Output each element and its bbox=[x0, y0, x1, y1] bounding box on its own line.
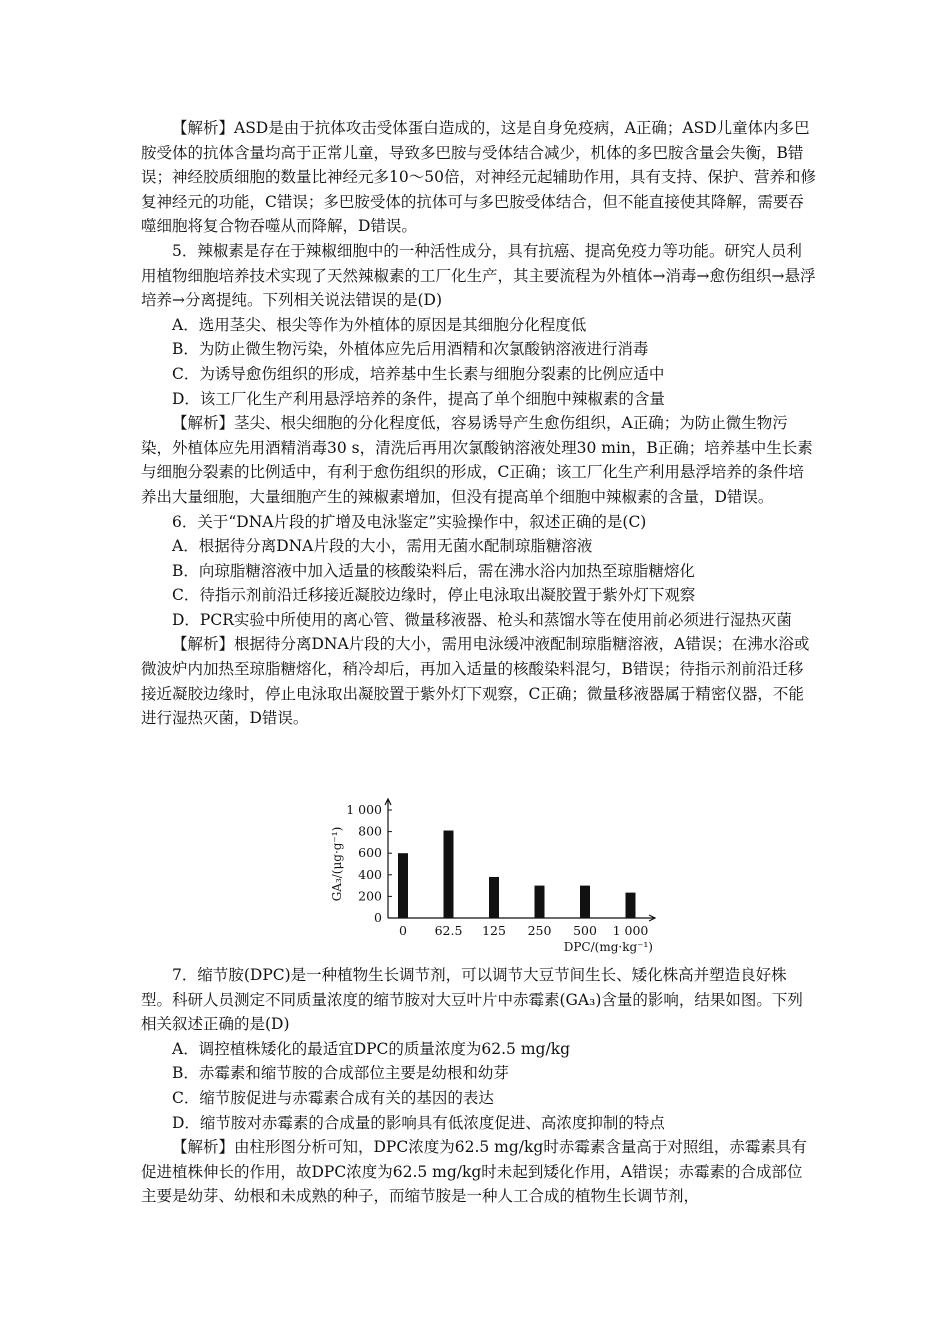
paragraph: 5．辣椒素是存在于辣椒细胞中的一种活性成分，具有抗癌、提高免疫力等功能。研究人员利用植物细胞培养技术实现了天然辣椒素的工厂化生产，其主要流程为外植体→消毒→愈伤组织→悬浮培养→分离提纯。下列相关说法错误的是(D) bbox=[141, 241, 816, 310]
text-block-lower bbox=[141, 963, 816, 1209]
x-tick-label: 125 bbox=[482, 923, 506, 938]
answer-option: D．该工厂化生产利用悬浮培养的条件，提高了单个细胞中辣椒素的含量 bbox=[172, 389, 665, 408]
answer-option: B．为防止微生物污染，外植体应先后用酒精和次氯酸钠溶液进行消毒 bbox=[172, 340, 649, 359]
ga3-bar-chart bbox=[325, 796, 665, 956]
x-tick-label: 1 000 bbox=[612, 923, 649, 938]
answer-option: D．缩节胺对赤霉素的合成量的影响具有低浓度促进、高浓度抑制的特点 bbox=[172, 1113, 665, 1132]
text-block-upper bbox=[141, 116, 816, 731]
x-tick-label: 250 bbox=[527, 923, 552, 938]
answer-option: C．为诱导愈伤组织的形成，培养基中生长素与细胞分裂素的比例应适中 bbox=[172, 364, 665, 383]
answer-option: B．赤霉素和缩节胺的合成部位主要是幼根和幼芽 bbox=[172, 1064, 509, 1083]
paragraph: 【解析】由柱形图分析可知，DPC浓度为62.5 mg/kg时赤霉素含量高于对照组，赤霉素具有促进植株伸长的作用，故DPC浓度为62.5 mg/kg时未起到矮化作用，A错误；赤霉素的合成部位主要是幼芽、幼根和未成熟的种子，而缩节胺是一种人工合成的植物生长调节剂， bbox=[141, 1138, 807, 1206]
paragraph: 7．缩节胺(DPC)是一种植物生长调节剂，可以调节大豆节间生长、矮化株高并塑造良好株型。科研人员测定不同质量浓度的缩节胺对大豆叶片中赤霉素(GA₃)含量的影响，结果如图。下列相关叙述正确的是(D) bbox=[141, 966, 803, 1034]
answer-option: A．选用茎尖、根尖等作为外植体的原因是其细胞分化程度低 bbox=[172, 315, 587, 334]
bar bbox=[444, 831, 454, 918]
answer-option: C．缩节胺促进与赤霉素合成有关的基因的表达 bbox=[172, 1088, 494, 1107]
paragraph: 【解析】ASD是由于抗体攻击受体蛋白造成的，这是自身免疫病，A正确；ASD儿童体内多巴胺受体的抗体含量均高于正常儿童，导致多巴胺与受体结合减少，机体的多巴胺含量会失衡，B错误；神经胶质细胞的数量比神经元多10～50倍，对神经元起辅助作用，具有支持、保护、营养和修复神经元的功能，C错误；多巴胺受体的抗体可与多巴胺受体结合，但不能直接使其降解，需要吞噬细胞将复合物吞噬从而降解，D错误。 bbox=[141, 119, 816, 236]
bar bbox=[580, 886, 590, 918]
x-tick-label: 62.5 bbox=[434, 923, 463, 938]
x-axis-title: DPC/(mg·kg⁻¹) bbox=[563, 940, 653, 954]
answer-option: D．PCR实验中所使用的离心管、微量移液器、枪头和蒸馏水等在使用前必须进行湿热灭菌 bbox=[172, 610, 792, 629]
paragraph: 【解析】根据待分离DNA片段的大小，需用电泳缓冲液配制琼脂糖溶液，A错误；在沸水浴或微波炉内加热至琼脂糖熔化，稍冷却后，再加入适量的核酸染料混匀，B错误；待指示剂前沿迁移接近凝胶边缘时，停止电泳取出凝胶置于紫外灯下观察，C正确；微量移液器属于精密仪器，不能进行湿热灭菌，D错误。 bbox=[141, 635, 810, 728]
y-axis-title: GA₃/(μg·g⁻¹) bbox=[330, 826, 344, 902]
bar bbox=[398, 853, 408, 918]
y-tick-label: 0 bbox=[374, 910, 382, 925]
x-tick-label: 500 bbox=[573, 923, 597, 938]
y-tick-label: 800 bbox=[358, 823, 382, 839]
x-tick-label: 0 bbox=[399, 923, 407, 938]
answer-option: A．根据待分离DNA片段的大小，需用无菌水配制琼脂糖溶液 bbox=[172, 537, 593, 556]
y-tick-label: 200 bbox=[358, 888, 382, 904]
answer-option: C．待指示剂前沿迁移接近凝胶边缘时，停止电泳取出凝胶置于紫外灯下观察 bbox=[172, 586, 696, 605]
y-tick-label: 600 bbox=[358, 845, 382, 861]
answer-option: B．向琼脂糖溶液中加入适量的核酸染料后，需在沸水浴内加热至琼脂糖熔化 bbox=[172, 561, 695, 580]
paragraph: 【解析】茎尖、根尖细胞的分化程度低，容易诱导产生愈伤组织，A正确；为防止微生物污染，外植体应先用酒精消毒30 s，清洗后再用次氯酸钠溶液处理30 min，B正确；培养基中生长素与细胞分裂素的比例适中，有利于愈伤组织的形成，C正确；该工厂化生产利用悬浮培养的条件培养出大量细胞，大量细胞产生的辣椒素增加，但没有提高单个细胞中辣椒素的含量，D错误。 bbox=[141, 414, 813, 506]
bar bbox=[626, 893, 636, 918]
bar bbox=[489, 877, 499, 918]
bar bbox=[535, 886, 545, 918]
paragraph: 6．关于“DNA片段的扩增及电泳鉴定”实验操作中，叙述正确的是(C) bbox=[172, 512, 647, 531]
y-tick-label: 400 bbox=[358, 866, 382, 882]
answer-option: A．调控植株矮化的最适宜DPC的质量浓度为62.5 mg/kg bbox=[172, 1039, 571, 1058]
y-tick-label: 1 000 bbox=[346, 802, 382, 817]
